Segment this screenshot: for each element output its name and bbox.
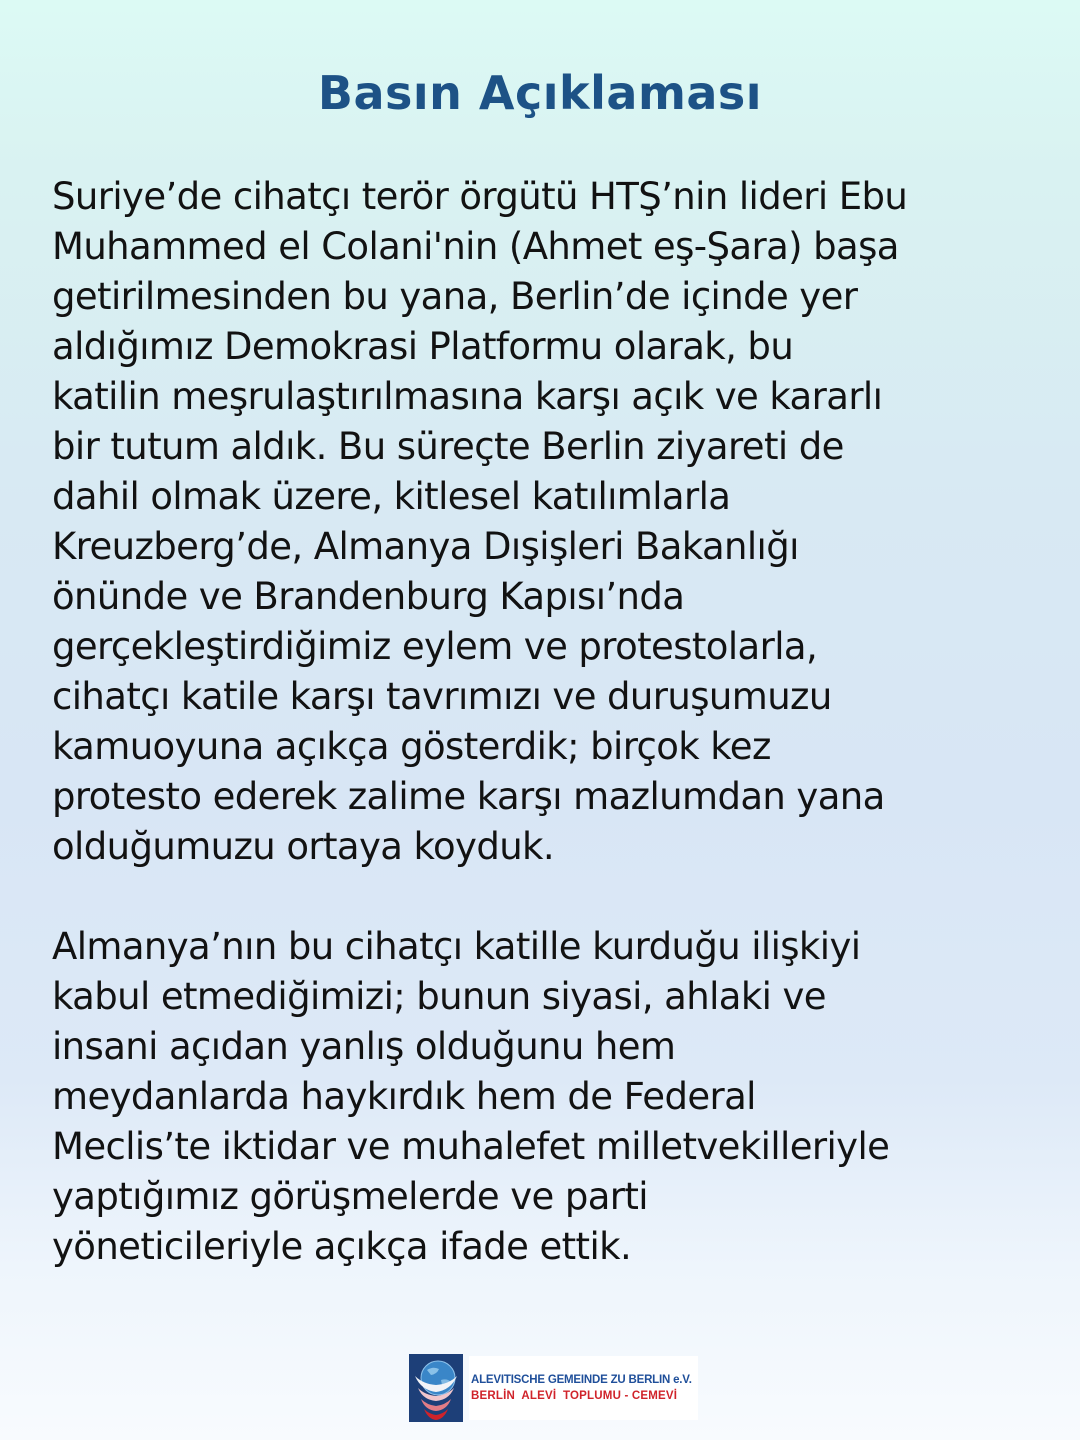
paragraph-spacer <box>52 872 1052 922</box>
paragraph-2 <box>52 922 1052 1272</box>
text-line: meydanlarda haykırdık hem de Federal <box>52 1075 756 1118</box>
text-line: dahil olmak üzere, kitlesel katılımlarla <box>52 475 731 518</box>
text-line: aldığımız Demokrasi Platformu olarak, bu <box>52 325 794 368</box>
text-line: Muhammed el Colani'nin (Ahmet eş-Şara) başa <box>52 225 899 268</box>
text-line: getirilmesinden bu yana, Berlin’de içinde yer <box>52 275 858 318</box>
text-line: yöneticileriyle açıkça ifade ettik. <box>52 1225 632 1268</box>
text-line: Meclis’te iktidar ve muhalefet milletvekilleriyle <box>52 1125 890 1168</box>
text-line: kabul etmediğimizi; bunun siyasi, ahlaki ve <box>52 975 826 1018</box>
org-name-german: ALEVITISCHE GEMEINDE ZU BERLIN e.V. <box>471 1374 692 1386</box>
globe-doves-emblem-icon <box>409 1354 463 1422</box>
text-line: yaptığımız görüşmelerde ve parti <box>52 1175 648 1218</box>
text-line: cihatçı katile karşı tavrımızı ve duruşumuzu <box>52 675 832 718</box>
press-release-body <box>52 172 1052 1272</box>
org-name-turkish: BERLİN ALEVİ TOPLUMU - CEMEVİ <box>471 1390 678 1402</box>
text-line: Almanya’nın bu cihatçı katille kurduğu ilişkiyi <box>52 925 861 968</box>
organization-name <box>469 1356 698 1420</box>
paragraph-1 <box>52 172 1052 872</box>
page-title: Basın Açıklaması <box>317 66 763 120</box>
text-line: Suriye’de cihatçı terör örgütü HTŞ’nin lideri Ebu <box>52 175 908 218</box>
text-line: Kreuzberg’de, Almanya Dışişleri Bakanlığı <box>52 525 799 568</box>
text-line: önünde ve Brandenburg Kapısı’nda <box>52 575 685 618</box>
text-line: gerçekleştirdiğimiz eylem ve protestolarla, <box>52 625 818 668</box>
text-line: insani açıdan yanlış olduğunu hem <box>52 1025 676 1068</box>
text-line: kamuoyuna açıkça gösterdik; birçok kez <box>52 725 771 768</box>
organization-logo <box>409 1354 698 1422</box>
text-line: olduğumuzu ortaya koyduk. <box>52 825 555 868</box>
text-line: protesto ederek zalime karşı mazlumdan yana <box>52 775 885 818</box>
text-line: bir tutum aldık. Bu süreçte Berlin ziyareti de <box>52 425 844 468</box>
text-line: katilin meşrulaştırılmasına karşı açık ve kararlı <box>52 375 883 418</box>
